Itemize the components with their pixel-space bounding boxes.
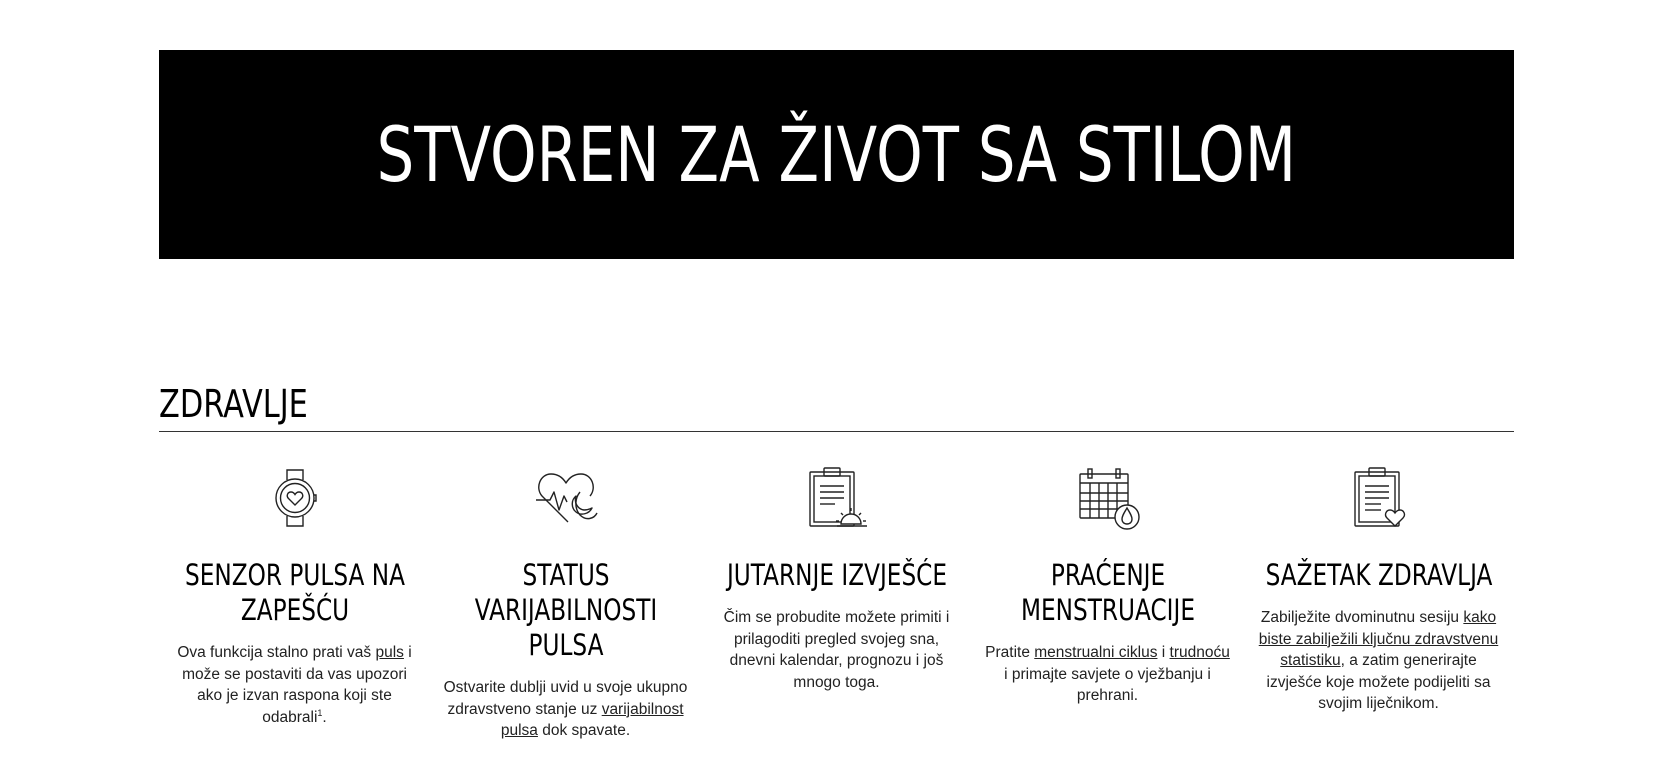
features-row	[159, 466, 1514, 742]
hrv-link[interactable]: varijabilnost pulsa	[500, 700, 684, 739]
clipboard-sunrise-icon	[805, 466, 869, 530]
feature-text-part: , a zatim generirajte izvješće koje možete podijeliti sa svojim liječnikom.	[1266, 652, 1491, 712]
pulse-link[interactable]: puls	[375, 644, 404, 661]
feature-text-part: i primajte savjete o vježbanju i prehrani.	[1004, 665, 1211, 704]
section-title: ZDRAVLJE	[159, 382, 308, 426]
feature-text-part: Zabilježite dvominutnu sesiju	[1260, 609, 1464, 626]
feature-title: SAŽETAK ZDRAVLJA	[1265, 558, 1492, 592]
feature-health-snapshot	[1243, 466, 1514, 742]
feature-description	[441, 677, 691, 742]
watch-heart-icon	[263, 466, 327, 530]
feature-text-part: Ostvarite dublji uvid u svoje ukupno zdravstveno stanje uz	[443, 679, 688, 718]
feature-hrv-status	[430, 466, 701, 742]
heart-moon-icon	[534, 466, 598, 530]
feature-title: SENZOR PULSA NA ZAPEŠĆU	[184, 558, 405, 627]
feature-title: JUTARNJE IZVJEŠĆE	[726, 558, 947, 592]
feature-description	[1254, 607, 1504, 715]
calendar-drop-icon	[1076, 466, 1140, 530]
feature-wrist-heart-rate	[159, 466, 430, 742]
feature-text-part: i	[1157, 644, 1170, 661]
feature-description: Čim se probudite možete primiti i prilagoditi pregled svojeg sna, dnevni kalendar, prognozu i još mnogo toga.	[723, 609, 950, 691]
feature-text-part: dok spavate.	[537, 722, 631, 739]
feature-title: PRAĆENJE MENSTRUACIJE	[1020, 558, 1195, 627]
pregnancy-link[interactable]: trudnoću	[1169, 644, 1230, 661]
feature-text-part: Ova funkcija stalno prati vaš	[177, 644, 376, 661]
feature-text-part: i može se postaviti da vas upozori ako je izvan raspona koji ste odabrali	[182, 644, 412, 726]
footnote-marker: 1	[317, 707, 323, 718]
hero-banner	[159, 50, 1514, 259]
feature-title: STATUS VARIJABILNOSTI PULSA	[474, 558, 657, 662]
clipboard-heart-icon	[1347, 466, 1411, 530]
feature-text-part: Pratite	[985, 644, 1035, 661]
feature-menstrual-tracking	[972, 466, 1243, 742]
feature-description	[170, 642, 420, 728]
health-stats-link[interactable]: kako biste zabilježili ključnu zdravstvenu statistiku	[1258, 609, 1499, 669]
menstrual-cycle-link[interactable]: menstrualni ciklus	[1034, 644, 1158, 661]
feature-morning-report	[701, 466, 972, 742]
feature-text-part: .	[322, 708, 327, 726]
feature-description	[983, 642, 1233, 707]
section-divider	[159, 431, 1514, 432]
banner-title: STVOREN ZA ŽIVOT SA STILOM	[376, 109, 1297, 199]
